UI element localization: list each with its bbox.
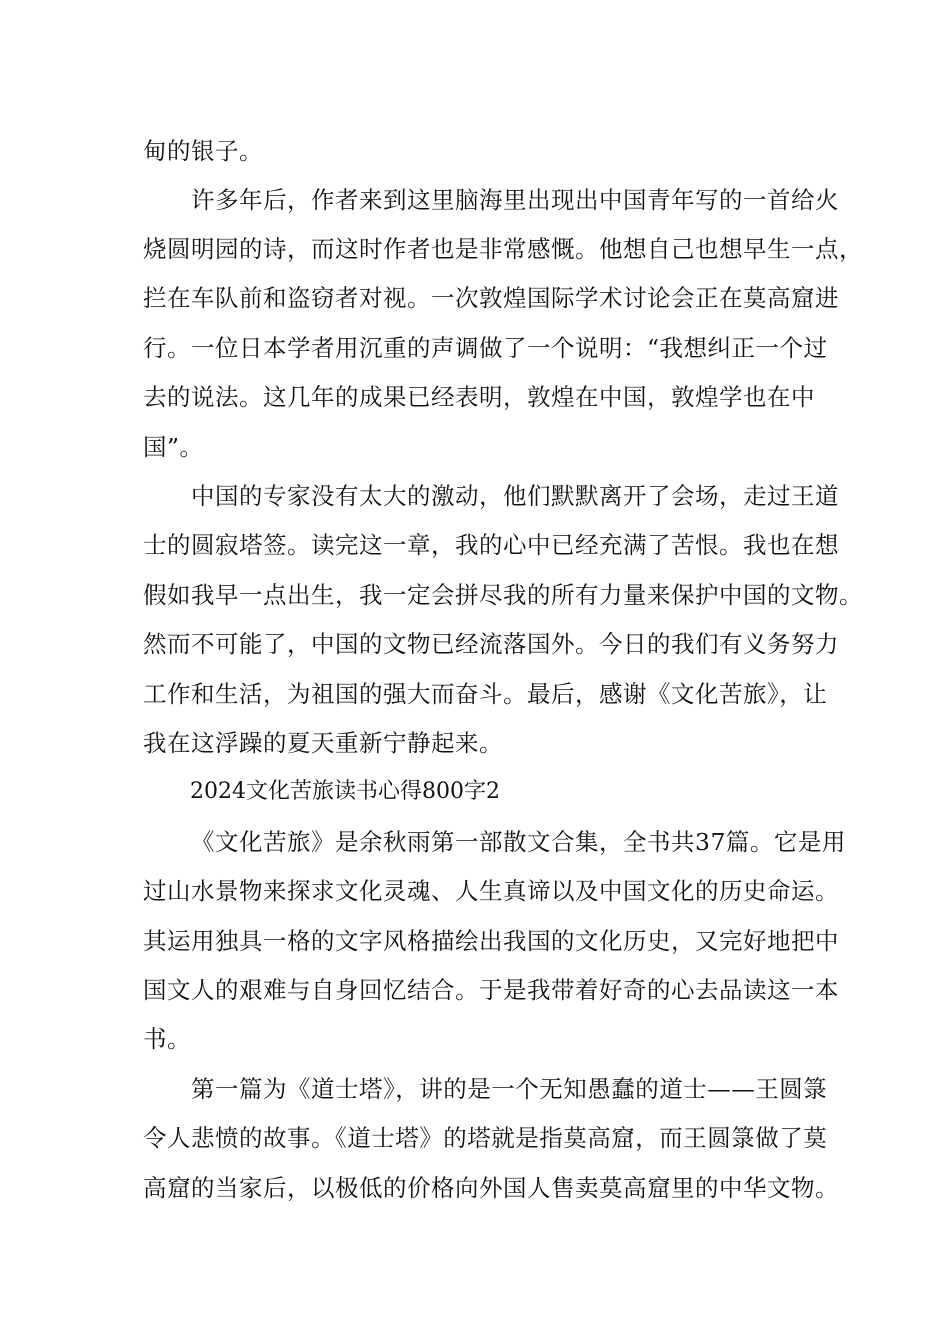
line-text: 国文人的艰难与自身回忆结合。于是我带着好奇的心去品读这一本 (143, 976, 839, 1004)
line-text: 过山水景物来探求文化灵魂、人生真谛以及中国文化的历史命运。 (143, 877, 839, 905)
text-line (0, 328, 950, 368)
line-text: 国”。 (143, 433, 204, 461)
text-line (0, 1019, 950, 1059)
text-line (0, 1168, 950, 1208)
line-text: 许多年后，作者来到这里脑海里出现出中国青年写的一首给火 (191, 186, 839, 214)
line-text: 拦在车队前和盗窃者对视。一次敦煌国际学术讨论会正在莫高窟进 (143, 284, 839, 312)
text-line (0, 871, 950, 911)
text-line (0, 921, 950, 961)
line-text: 士的圆寂塔签。读完这一章，我的心中已经充满了苦恨。我也在想 (143, 531, 839, 559)
text-line (0, 525, 950, 565)
text-line (0, 1069, 950, 1109)
text-line (0, 180, 950, 220)
heading-text: 2024文化苦旅读书心得800字2 (190, 779, 500, 804)
text-line (0, 674, 950, 714)
line-text: 甸的银子。 (143, 137, 263, 165)
line-text: 工作和生活，为祖国的强大而奋斗。最后，感谢《文化苦旅》，让 (143, 680, 828, 708)
text-line (0, 278, 950, 318)
line-text: 行。一位日本学者用沉重的声调做了一个说明：“我想纠正一个过 (143, 334, 828, 362)
line-text: 然而不可能了，中国的文物已经流落国外。今日的我们有义务努力 (143, 630, 839, 658)
line-text: 令人悲愤的故事。《道士塔》的塔就是指莫高窟，而王圆箓做了莫 (143, 1124, 828, 1152)
line-text: 假如我早一点出生，我一定会拼尽我的所有力量来保护中国的文物。 (143, 581, 863, 609)
line-text: 中国的专家没有太大的激动，他们默默离开了会场，走过王道 (191, 482, 839, 510)
text-line (0, 970, 950, 1010)
line-text: 去的说法。这几年的成果已经表明，敦煌在中国，敦煌学也在中 (143, 383, 815, 411)
text-line (0, 723, 950, 763)
text-line (0, 575, 950, 615)
line-text: 其运用独具一格的文字风格描绘出我国的文化历史，又完好地把中 (143, 927, 839, 955)
line-text: 第一篇为《道士塔》，讲的是一个无知愚蠢的道士——王圆箓 (191, 1075, 828, 1103)
text-line (0, 1118, 950, 1158)
line-text: 《文化苦旅》是余秋雨第一部散文合集，全书共37篇。它是用 (191, 828, 846, 856)
text-line (0, 427, 950, 467)
line-text: 书。 (143, 1025, 191, 1053)
text-line (0, 131, 950, 171)
text-line (0, 229, 950, 269)
line-text: 高窟的当家后，以极低的价格向外国人售卖莫高窟里的中华文物。 (143, 1174, 839, 1202)
line-text: 我在这浮躁的夏天重新宁静起来。 (143, 729, 503, 757)
text-line (0, 822, 950, 862)
section-heading (0, 772, 950, 812)
text-line (0, 377, 950, 417)
text-line (0, 624, 950, 664)
line-text: 烧圆明园的诗，而这时作者也是非常感慨。他想自己也想早生一点， (143, 235, 863, 263)
text-line (0, 476, 950, 516)
